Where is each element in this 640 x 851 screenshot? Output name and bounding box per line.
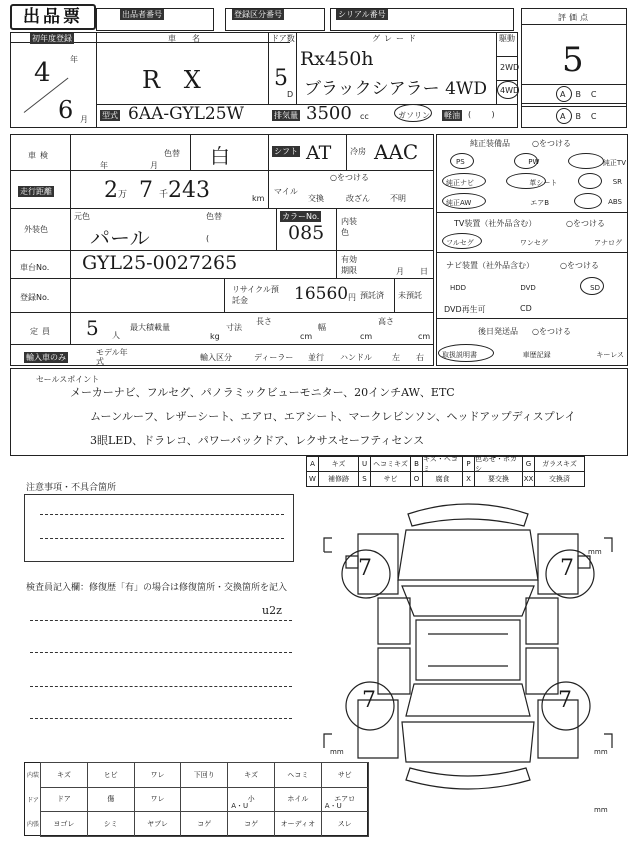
navi-title: ナビ装置（社外品含む） [446,261,534,270]
exterior-paren: ( [206,234,210,243]
tire-rear-right: 7 [558,688,572,713]
bottom-grid-cell: ドア [40,787,88,813]
shift-label: シフト [274,147,298,156]
shaken-month-unit: 月 [150,161,158,170]
legend-cell: 腐食 [422,471,463,487]
first-reg-label: 初年度登録 [32,34,72,43]
bottom-grid-cell: スレ [321,811,369,837]
legend-cell: サビ [370,471,411,487]
grade-label: グレード [372,34,420,43]
chassis-label: 車台No. [20,263,50,272]
dims-height: 高さ [378,317,394,326]
bottom-grid-cell: ヤブレ [134,811,182,837]
max-load-unit: kg [210,332,220,341]
recycle-value: 16560 [294,284,349,304]
score-label: 評価点 [558,13,591,22]
legend-cell: ヘコミキズ [370,456,411,472]
dims-unit-1: cm [300,332,313,341]
grade-a-circle-2 [556,108,572,124]
bottom-grid-cell: オーディオ [274,811,322,837]
tire-front-right: 7 [560,556,574,581]
import-dealer: ディーラー [254,353,294,362]
fuel-gasoline: ガソリン [398,111,430,120]
bottom-grid-cell: 小 [227,787,275,813]
fuel-diesel: 軽油 [444,111,460,120]
bottom-grid-sub: A・U [231,801,249,810]
sales-line-1: メーカーナビ、フルセグ、パノラミックビューモニター、20インチAW、ETC [70,386,455,399]
bottom-grid-cell: ヘコミ [274,762,322,788]
grade-a-circle-1 [556,86,572,102]
legend-cell: U [358,456,371,472]
bottom-grid-side: 内装 [26,772,39,779]
inspector-label: 検査員記入欄：修復歴「有」の場合は修復箇所・交換箇所を記入 [26,583,288,593]
dims-width: 幅 [318,323,326,332]
drive-2wd: 2WD [500,63,520,72]
import-handle: ハンドル [340,353,372,362]
fuel-gasoline-circle [394,104,432,122]
recycle-label: リサイクル預託金 [232,285,279,305]
tire-unit-4: mm [594,806,608,814]
import-label: 輸入車のみ [26,353,66,362]
legend-cell: 補修跡 [318,471,359,487]
drive-label: 駆動 [499,34,515,43]
legend-cell: キズ・ヘコミ [422,456,463,472]
exterior-color-sub: 色替 [206,212,222,221]
cd-label: CD [520,304,532,313]
tire-unit-3: mm [594,748,608,756]
color-change-label: 色替 [164,149,180,158]
displacement-label: 排気量 [274,111,298,120]
car-name-value: R X [142,66,209,94]
legend-cell: X [462,471,475,487]
valid-until-day: 日 [420,267,428,276]
displacement-value: 3500 [306,103,352,124]
legend-cell: G [522,456,535,472]
doors-unit: D [287,90,294,99]
doors-label: ドア数 [271,34,295,43]
legend-cell: キズ [318,456,359,472]
legend-cell: 交換済 [534,471,585,487]
bottom-grid-side: ドア [27,796,39,804]
tv-title: TV装置（社外品含む） [454,219,537,228]
sales-line-3: 3眼LED、ドラレコ、パワーバックドア、レクサスセーフティセンス [90,434,425,447]
mileage-value: 2万 7 千243 [104,178,211,203]
displacement-unit: cc [360,112,369,121]
sales-line-2: ムーンルーフ、レザーシート、エアロ、エアシート、マークレビンソン、ヘッドアップディスプレイ [90,410,576,423]
max-load-label: 最大積載量 [130,323,170,332]
dvd-label: DVD再生可 [444,305,486,314]
bottom-grid-cell: ワレ [134,762,182,788]
bottom-grid-cell: コゲ [227,811,275,837]
import-parallel: 並行 [308,353,324,362]
inspector-mark: u2z [262,604,282,617]
bottom-grid-cell: キズ [227,762,275,788]
navi-note: ○をつける [560,261,599,270]
recycle-unit: 円 [348,293,356,302]
mileage-label: 走行距離 [20,187,52,196]
shaken-label: 車検 [28,151,52,160]
legend-cell: 要交換 [474,471,523,487]
tire-unit-1: mm [588,548,602,556]
dims-unit-2: cm [360,332,373,341]
equipment-row-3: 純正AW エアB ABS [446,198,622,207]
chassis-value: GYL25-0027265 [82,252,238,274]
mileage-unknown: 不明 [390,194,406,203]
legend-cell: ガラスキズ [534,456,585,472]
interior-label: 内装色 [341,217,357,237]
later-title: 後日発送品 [478,327,518,336]
serial-no-label: シリアル番号 [338,10,386,19]
grade-line2: ブラックシアラー 4WD [304,79,487,99]
reg-no-label: 登録No. [20,293,50,302]
tire-unit-2: mm [330,748,344,756]
later-options: 取扱説明書 車歴記録 キーレス [442,351,624,359]
bottom-grid-cell: エアロ [321,787,369,813]
first-reg-month-unit: 月 [80,115,88,124]
tv-options: フルセグ ワンセグ アナログ [446,239,622,247]
body-color-value: 白 [210,144,230,168]
bottom-grid-cell: 傷 [87,787,135,813]
mileage-note: ○をつける [330,173,369,182]
equipment-row-1: PS PW 純正TV [456,158,626,167]
shaken-year-unit: 年 [100,161,108,170]
sales-points-label: セールスポイント [36,375,100,384]
exterior-label: 外装色 [24,225,48,234]
bottom-grid-cell: サビ [321,762,369,788]
legend-cell: W [306,471,319,487]
import-right: 右 [416,353,424,362]
drive-4wd-circle [497,81,519,99]
legend-cell: B [410,456,423,472]
equipment-row-2: 純正ナビ 革シート SR [446,178,622,187]
mileage-unit: km [252,194,265,203]
equipment-title: 純正装備品 [470,139,510,148]
drive-4wd: 4WD [500,86,520,95]
legend-cell: O [410,471,423,487]
bottom-grid-cell: シミ [87,811,135,837]
later-note: ○をつける [532,327,571,336]
grade-line1: Rx450h [300,48,374,70]
valid-until-label: 有効期限 [341,255,357,275]
dims-length: 長さ [256,317,272,326]
legend-cell: 色あせ・ボカシ [474,456,523,472]
grade-abc-1: ABC [560,90,607,99]
recycle-status2: 未預託 [398,291,422,300]
first-reg-year-value: 4 [34,58,51,88]
capacity-unit: 人 [112,331,120,340]
import-type-label: 輸入区分 [200,353,232,362]
tire-rear-left: 7 [362,688,376,713]
dims-unit-3: cm [418,332,431,341]
exhibitor-no-label: 出品者番号 [122,10,162,19]
fuel-other: ( ) [468,110,495,119]
bottom-grid-cell: ホイル [274,787,322,813]
valid-until-month: 月 [396,267,404,276]
tire-front-left: 7 [358,556,372,581]
legend-cell: A [306,456,319,472]
legend-cell: P [462,456,475,472]
color-code-value: 085 [288,222,325,244]
import-model-year: モデル年式 [96,348,128,366]
bottom-grid-cell: 下回り [180,762,228,788]
capacity-value: 5 [86,316,99,340]
mileage-exchange: 交換 [308,194,324,203]
first-reg-year-unit: 年 [70,55,78,64]
navi-options: HDD DVD SD [450,284,600,292]
mileage-tamper: 改ざん [346,194,370,203]
reg-class-label: 登録区分番号 [234,10,282,19]
mileage-mile: マイル [274,187,298,196]
score-value: 5 [562,40,584,80]
model-label: 型式 [102,111,118,120]
doors-value: 5 [274,66,288,91]
first-reg-month-value: 6 [58,96,74,124]
notes-label: 注意事項・不具合箇所 [26,483,117,493]
bottom-grid-side: 内張 [26,821,39,829]
import-left: 左 [392,353,400,362]
bottom-grid-cell: ワレ [134,787,182,813]
exterior-value: パール [90,226,150,250]
dims-label: 寸法 [226,323,242,332]
color-code-label: カラーNo. [282,212,320,221]
tv-note: ○をつける [566,219,605,228]
equipment-note: ○をつける [532,139,571,148]
car-name-label: 車名 [168,34,216,43]
aircon-label: 冷房 [350,147,366,156]
model-value: 6AA-GYL25W [128,104,245,124]
legend-cell: S [358,471,371,487]
grade-abc-2: ABC [560,112,607,121]
page-title: 出品票 [10,4,96,30]
bottom-grid-cell: ヨゴレ [40,811,88,837]
bottom-grid-cell: キズ [40,762,88,788]
bottom-grid-sub: A・U [324,801,342,810]
shift-value: AT [306,142,332,164]
legend-cell: XX [522,471,535,487]
capacity-label: 定員 [30,327,54,336]
bottom-grid-cell: ヒビ [87,762,135,788]
exterior-orig-label: 元色 [74,212,90,221]
bottom-grid-cell [180,787,228,813]
recycle-status1: 預託済 [360,291,384,300]
aircon-value: AAC [374,140,419,164]
bottom-grid-cell: コゲ [180,811,228,837]
